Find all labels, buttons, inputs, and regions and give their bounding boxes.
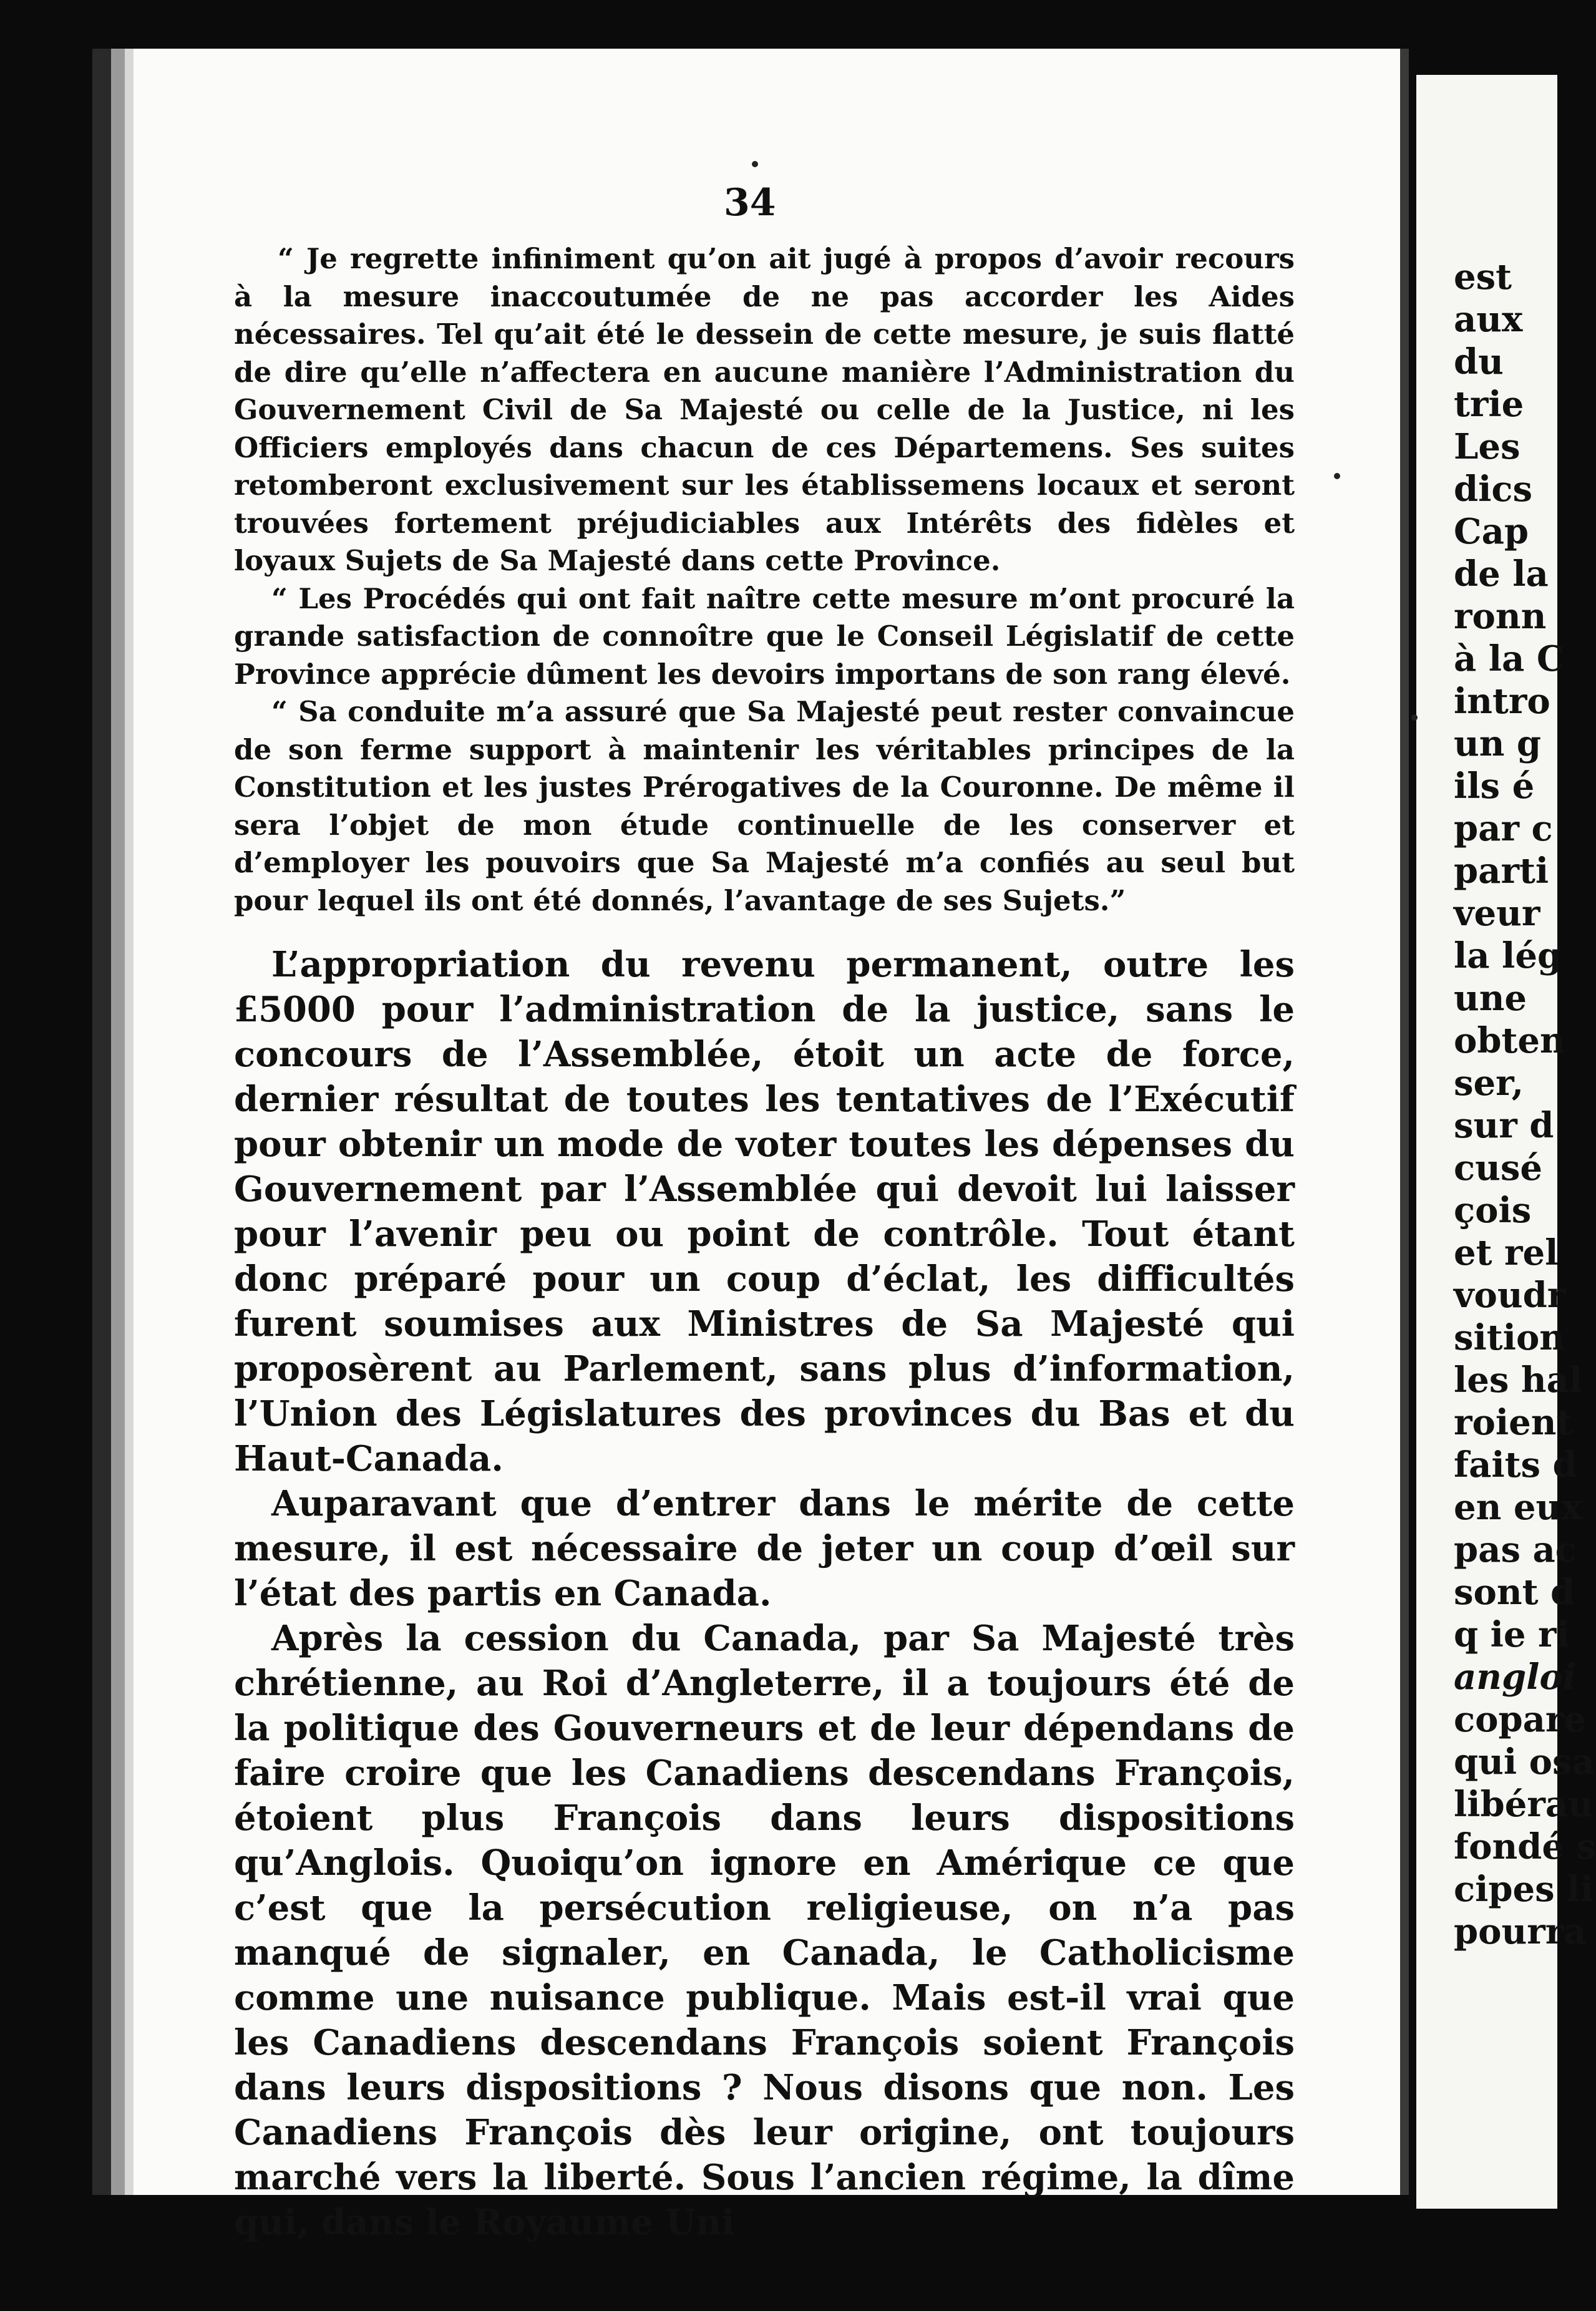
quoted-speech — [234, 240, 1295, 920]
quote-paragraph-2: “ Les Procédés qui ont fait naître cette mesure m’ont procuré la grande satisfaction de connoître que le Conseil Législatif de cette Province apprécie dûment les devoirs importans de son rang élevé. — [234, 581, 1295, 691]
quote-paragraph-3: “ Sa conduite m’a assuré que Sa Majesté peut rester convaincue de son ferme support à maintenir les véritables principes de la Constitution et les justes Prérogatives de la Couronne. De même il sera l’objet de mon étude continuelle de les conserver et d’employer les pouvoirs que Sa Majesté m’a confiés au seul but pour lequel ils ont été donnés, l’avantage de ses Sujets.” — [234, 695, 1295, 917]
facing-page-line: ser, — [1454, 1063, 1524, 1104]
facing-page-line: veur — [1454, 893, 1540, 934]
facing-page-line: obten — [1454, 1020, 1565, 1061]
facing-page-line: Cap — [1454, 511, 1529, 552]
quote-paragraph-1: “ Je regrette infiniment qu’on ait jugé à propos d’avoir recours à la mesure inaccoutumée de ne pas accorder les Aides nécessaires. Tel qu’ait été le dessein de cette mesure, je suis flatté de dire qu’elle n’affectera en aucune manière l’Administration du Gouvernement Civil de Sa Majesté ou celle de la Justice, ni les Officiers employés dans chacun de ces Départemens. Ses suites retomberont exclusivement sur les établissemens locaux et seront trouvées fortement préjudiciables aux Intérêts des fidèles et loyaux Sujets de Sa Majesté dans cette Province. — [234, 242, 1295, 577]
facing-page-line: sition — [1454, 1317, 1565, 1358]
body-paragraph-1: L’appropriation du revenu permanent, outre les £5000 pour l’administration de la justice, sans le concours de l’Assemblée, étoit un acte de force, dernier résultat de toutes les tentatives de l’Exécutif pour obtenir un mode de voter toutes les dépenses du Gouvernement par l’Assemblée qui devoit lui laisser pour l’avenir peu ou point de contrôle. Tout étant donc préparé pour un coup d’éclat, les difficultés furent soumises aux Ministres de Sa Majesté qui proposèrent au Parlement, sans plus d’information, l’Union des Législatures des provinces du Bas et du Haut-Canada. — [234, 944, 1295, 1479]
facing-page-text — [1454, 256, 1596, 1953]
facing-page-line: angloi — [1454, 1657, 1577, 1698]
facing-page-line: et rel — [1454, 1232, 1559, 1273]
facing-page-line: trie — [1454, 384, 1524, 425]
body-paragraph-3: Après la cession du Canada, par Sa Majesté très chrétienne, au Roi d’Angleterre, il a toujours été de la politique des Gouverneurs et de leur dépendans de faire croire que les Canadiens descendans François, étoient plus François dans leurs dispositions qu’Anglois. Quoiqu’on ignore en Amérique ce que c’est que la persécution religieuse, on n’a pas manqué de signaler, en Canada, le Catholicisme comme une nuisance publique. Mais est-il vrai que les Canadiens descendans François soient François dans leurs dispositions ? Nous disons que non. Les Canadiens François dès leur origine, ont toujours marché vers la liberté. Sous l’ancien régime, la dîme qui, dans le Royaume Uni — [234, 1618, 1295, 2243]
facing-page-line: est — [1454, 256, 1512, 298]
facing-page-line: par c — [1454, 808, 1553, 849]
facing-page-line: les hal — [1454, 1360, 1583, 1401]
page-edge-shadow — [1400, 49, 1409, 2195]
facing-page-line: fondé s — [1454, 1826, 1596, 1867]
facing-page-line: de la — [1454, 553, 1549, 595]
facing-page — [1416, 75, 1596, 2209]
facing-page-line: dics — [1454, 469, 1533, 510]
facing-page-line: çois — [1454, 1190, 1532, 1231]
facing-page-line: Les — [1454, 426, 1521, 467]
facing-page-line: faits d — [1454, 1444, 1577, 1486]
facing-page-line: qui osa — [1454, 1741, 1595, 1783]
facing-page-line: ronn — [1454, 596, 1547, 637]
facing-page-line: parti — [1454, 850, 1549, 892]
ink-speck — [1334, 473, 1340, 479]
facing-page-line: pourra — [1454, 1911, 1587, 1952]
facing-page-line: libérau — [1454, 1784, 1594, 1825]
facing-page-line: pas ac — [1454, 1529, 1577, 1570]
facing-page-line: un g — [1454, 723, 1542, 764]
facing-page-line: voudr — [1454, 1275, 1566, 1316]
facing-page-line: la lég — [1454, 935, 1562, 976]
facing-page-line: cusé — [1454, 1147, 1542, 1189]
facing-page-line: à la C — [1454, 638, 1565, 679]
facing-page-line: sont d — [1454, 1572, 1575, 1613]
facing-page-line: intro — [1454, 681, 1550, 722]
ink-speck — [752, 161, 758, 167]
facing-page-line: q ie ri — [1454, 1614, 1570, 1655]
facing-page-line: en eux — [1454, 1487, 1582, 1528]
facing-page-line: aux — [1454, 299, 1523, 340]
ink-speck — [1411, 714, 1418, 721]
facing-page-line: une — [1454, 978, 1527, 1019]
facing-page-line: ils é — [1454, 766, 1535, 807]
facing-page-line: sur d — [1454, 1105, 1554, 1146]
facing-page-line: cipes li — [1454, 1869, 1594, 1910]
facing-page-line: copare — [1454, 1699, 1587, 1740]
page-number: 34 — [724, 181, 776, 225]
body-paragraph-2: Auparavant que d’entrer dans le mérite de cette mesure, il est nécessaire de jeter un coup d’œil sur l’état des partis en Canada. — [234, 1483, 1295, 1614]
facing-page-line: roient — [1454, 1402, 1573, 1443]
body-text — [234, 942, 1295, 2245]
facing-page-line: du — [1454, 341, 1504, 382]
